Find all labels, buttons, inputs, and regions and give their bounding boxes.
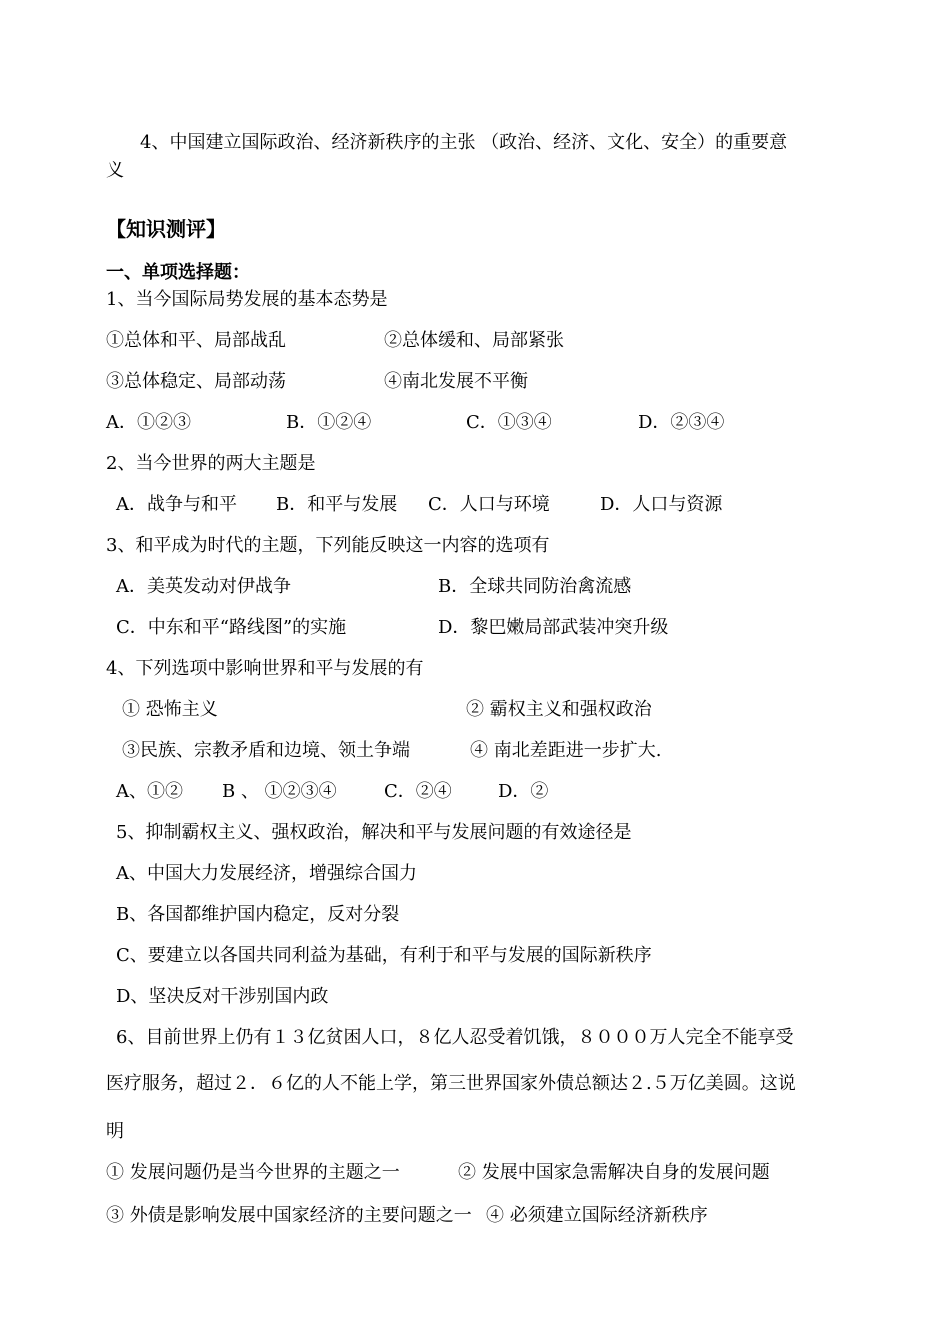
q4-option-4: ④ 南北差距进一步扩大. <box>470 740 662 761</box>
q1-option-3: ③总体稳定、局部动荡 <box>106 371 286 392</box>
q2-choice-c: C．人口与环境 <box>428 494 550 515</box>
q1-choice-d: D．②③④ <box>638 412 725 433</box>
q4-choice-a: A、①② <box>116 781 183 802</box>
q3-choice-b: B．全球共同防治禽流感 <box>438 576 632 597</box>
q4-option-2: ② 霸权主义和强权政治 <box>466 699 652 720</box>
q3-choice-a: A．美英发动对伊战争 <box>116 576 291 597</box>
q1-choice-b: B．①②④ <box>286 412 372 433</box>
q2-choice-a: A．战争与和平 <box>116 494 237 515</box>
q5-choice-c: C、要建立以各国共同利益为基础，有利于和平与发展的国际新秩序 <box>116 945 652 966</box>
section-title: 【知识测评】 <box>106 217 226 241</box>
q6-option-1: ① 发展问题仍是当今世界的主题之一 <box>106 1162 400 1183</box>
q2-choice-b: B．和平与发展 <box>276 494 398 515</box>
q6-option-3: ③ 外债是影响发展中国家经济的主要问题之一 <box>106 1205 472 1226</box>
q4-choice-d: D．② <box>498 781 549 802</box>
q1-stem: 1、当今国际局势发展的基本态势是 <box>106 289 388 310</box>
intro-line-1: 4、中国建立国际政治、经济新秩序的主张 （政治、经济、文化、安全）的重要意 <box>140 132 788 153</box>
q4-option-1: ① 恐怖主义 <box>122 699 218 720</box>
intro-line-2: 义 <box>106 160 124 181</box>
q4-option-3: ③民族、宗教矛盾和边境、领土争端 <box>122 740 410 761</box>
q4-stem: 4、下列选项中影响世界和平与发展的有 <box>106 658 424 679</box>
q2-choice-d: D．人口与资源 <box>600 494 723 515</box>
q2-stem: 2、当今世界的两大主题是 <box>106 453 316 474</box>
q6-option-2: ② 发展中国家急需解决自身的发展问题 <box>458 1162 770 1183</box>
q1-option-1: ①总体和平、局部战乱 <box>106 330 286 351</box>
q5-choice-a: A、中国大力发展经济，增强综合国力 <box>116 863 417 884</box>
q5-choice-b: B、各国都维护国内稳定，反对分裂 <box>116 904 400 925</box>
q1-option-2: ②总体缓和、局部紧张 <box>384 330 564 351</box>
q6-line-3: 明 <box>106 1121 124 1142</box>
q6-option-4: ④ 必须建立国际经济新秩序 <box>486 1205 708 1226</box>
q1-choice-c: C．①③④ <box>466 412 552 433</box>
q3-choice-c: C．中东和平“路线图”的实施 <box>116 617 347 638</box>
q4-choice-b: B 、 ①②③④ <box>222 781 337 802</box>
q1-choice-a: A．①②③ <box>106 412 191 433</box>
q6-line-2: 医疗服务，超过２．６亿的人不能上学，第三世界国家外债总额达２.５万亿美圆。这说 <box>106 1073 796 1094</box>
part-title: 一、单项选择题： <box>106 262 250 283</box>
q1-option-4: ④南北发展不平衡 <box>384 371 528 392</box>
q3-stem: 3、和平成为时代的主题，下列能反映这一内容的选项有 <box>106 535 550 556</box>
q3-choice-d: D．黎巴嫩局部武装冲突升级 <box>438 617 669 638</box>
q5-stem: 5、抑制霸权主义、强权政治，解决和平与发展问题的有效途径是 <box>116 822 632 843</box>
q5-choice-d: D、坚决反对干涉别国内政 <box>116 986 329 1007</box>
q4-choice-c: C．②④ <box>384 781 452 802</box>
q6-line-1: 6、目前世界上仍有１３亿贫困人口，８亿人忍受着饥饿，８０００万人完全不能享受 <box>116 1027 794 1048</box>
